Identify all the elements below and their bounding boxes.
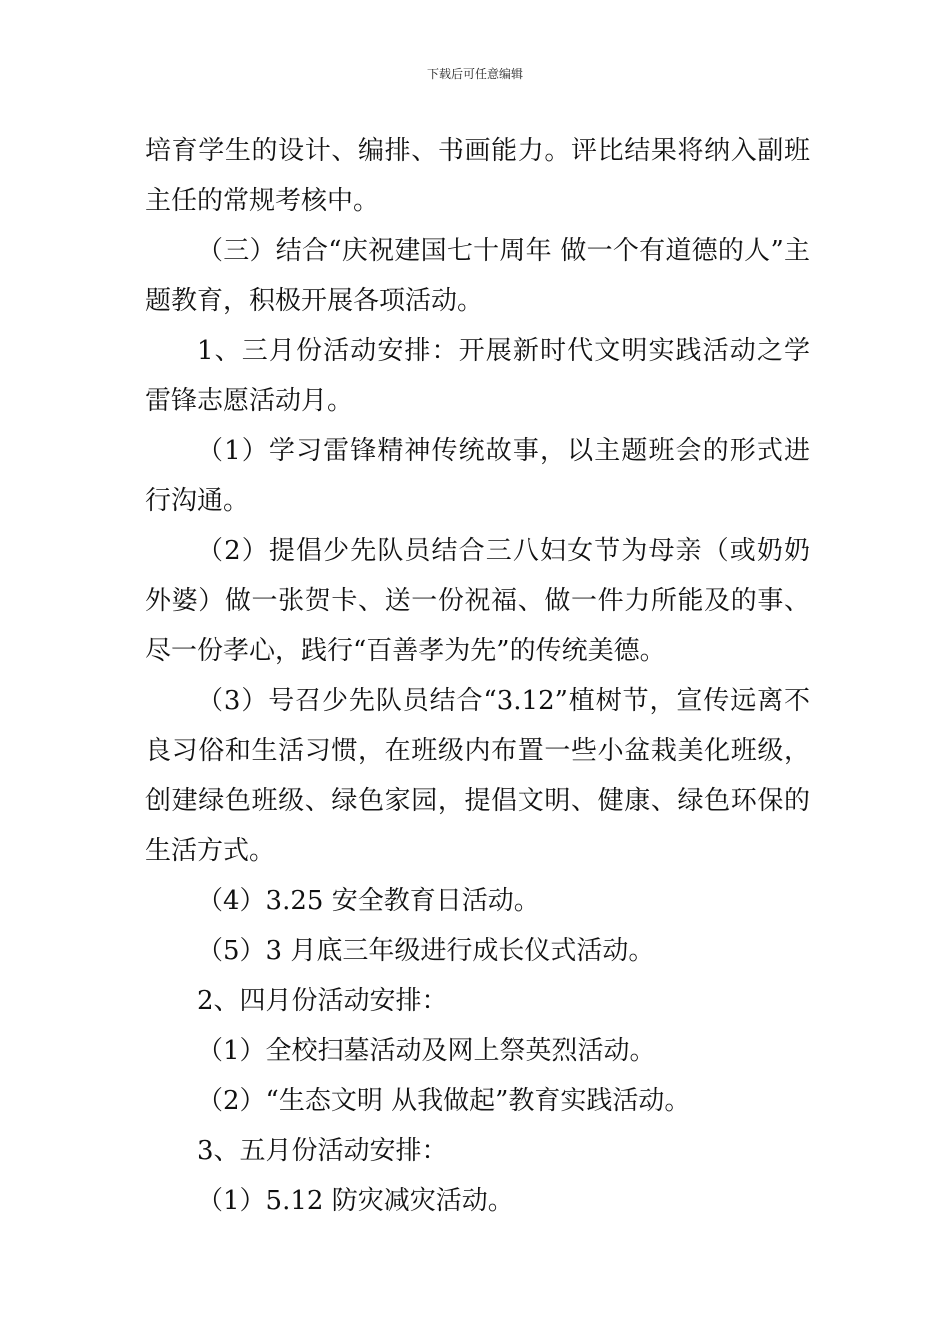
paragraph-march-item-1: （1）学习雷锋精神传统故事，以主题班会的形式进行沟通。 <box>145 436 810 516</box>
paragraph-march-item-5: （5）3 月底三年级进行成长仪式活动。 <box>197 936 655 966</box>
paragraph-continuation: 培育学生的设计、编排、书画能力。评比结果将纳入副班主任的常规考核中。 <box>145 136 810 216</box>
paragraph-april-plan: 2、四月份活动安排： <box>197 986 448 1016</box>
paragraph-section-three: （三）结合“庆祝建国七十周年 做一个有道德的人”主题教育，积极开展各项活动。 <box>145 236 810 316</box>
paragraph-march-item-4: （4）3.25 安全教育日活动。 <box>197 886 540 916</box>
paragraph-march-plan: 1、三月份活动安排：开展新时代文明实践活动之学雷锋志愿活动月。 <box>145 336 810 416</box>
document-body <box>145 126 810 1226</box>
page-header-note: 下载后可任意编辑 <box>426 67 523 81</box>
paragraph-april-item-1: （1）全校扫墓活动及网上祭英烈活动。 <box>197 1036 656 1066</box>
paragraph-march-item-2: （2）提倡少先队员结合三八妇女节为母亲（或奶奶外婆）做一张贺卡、送一份祝福、做一件力所能及的事、尽一份孝心，践行“百善孝为先”的传统美德。 <box>145 536 810 666</box>
paragraph-april-item-2: （2）“生态文明 从我做起”教育实践活动。 <box>197 1086 691 1116</box>
paragraph-may-plan: 3、五月份活动安排： <box>197 1136 448 1166</box>
paragraph-march-item-3: （3）号召少先队员结合“3.12”植树节，宣传远离不良习俗和生活习惯，在班级内布置一些小盆栽美化班级，创建绿色班级、绿色家园，提倡文明、健康、绿色环保的生活方式。 <box>145 686 810 866</box>
paragraph-may-item-1: （1）5.12 防灾减灾活动。 <box>197 1186 514 1216</box>
